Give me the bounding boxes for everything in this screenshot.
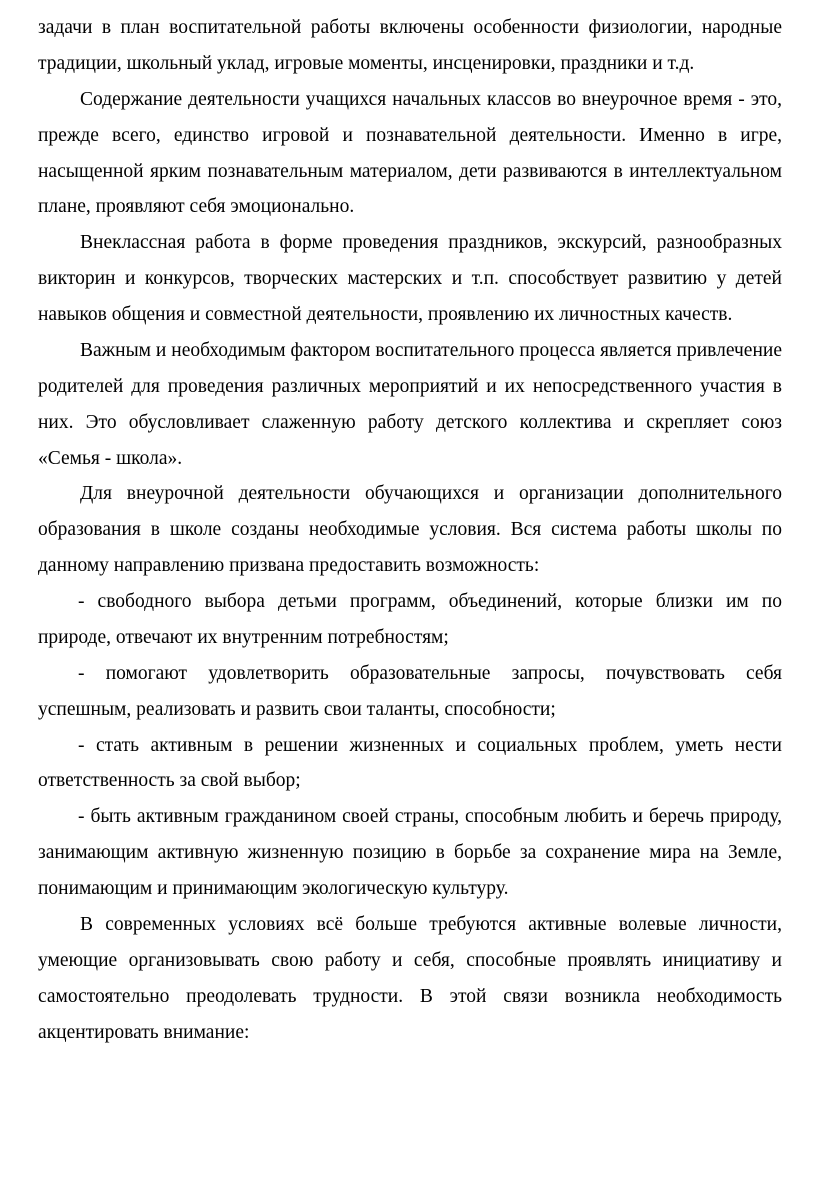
- paragraph: Внеклассная работа в форме проведения праздников, экскурсий, разнообразных викторин и конкурсов, творческих мастерских и т.п. способствует развитию у детей навыков общения и совместной деятельности, проявлению их личностных качеств.: [38, 232, 782, 325]
- list-item: - помогают удовлетворить образовательные запросы, почувствовать себя успешным, реализовать и развить свои таланты, способности;: [38, 662, 782, 720]
- list-item: - быть активным гражданином своей страны, способным любить и беречь природу, занимающим активную жизненную позицию в борьбе за сохранение мира на Земле, понимающим и принимающим экологическую культуру.: [38, 806, 782, 899]
- paragraph: В современных условиях всё больше требуются активные волевые личности, умеющие организовывать свою работу и себя, способные проявлять инициативу и самостоятельно преодолевать трудности. В этой связи возникла необходимость акцентировать внимание:: [38, 913, 782, 1043]
- list-item: - свободного выбора детьми программ, объединений, которые близки им по природе, отвечают их внутренним потребностям;: [38, 591, 782, 648]
- paragraph: Для внеурочной деятельности обучающихся и организации дополнительного образования в школе созданы необходимые условия. Вся система работы школы по данному направлению призвана предоставить возможность:: [38, 483, 782, 577]
- paragraph: задачи в план воспитательной работы включены особенности физиологии, народные традиции, школьный уклад, игровые моменты, инсценировки, праздники и т.д.: [38, 17, 782, 74]
- list-item: - стать активным в решении жизненных и социальных проблем, уметь нести ответственность за свой выбор;: [38, 734, 782, 792]
- paragraph: Важным и необходимым фактором воспитательного процесса является привлечение родителей для проведения различных мероприятий и их непосредственного участия в них. Это обусловливает слаженную работу детского коллектива и скрепляет союз «Семья - школа».: [38, 339, 782, 469]
- paragraph: Содержание деятельности учащихся начальных классов во внеурочное время - это, прежде всего, единство игровой и познавательной деятельности. Именно в игре, насыщенной ярким познавательным материалом, дети развиваются в интеллектуальном плане, проявляют себя эмоционально.: [38, 88, 782, 218]
